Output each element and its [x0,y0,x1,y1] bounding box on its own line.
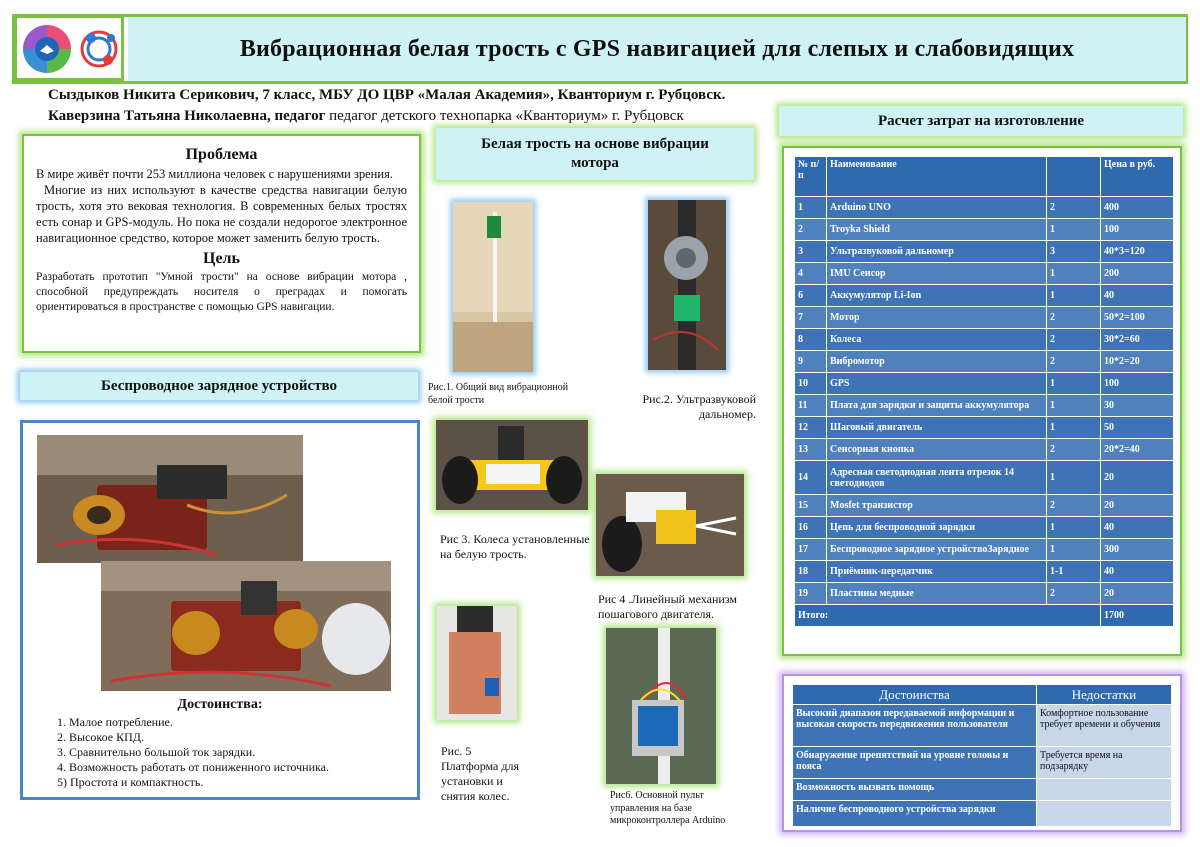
cell-qty: 2 [1047,307,1101,329]
cell-price: 20 [1101,495,1174,517]
cell-number: 17 [795,539,827,561]
proscons-section [782,674,1182,832]
cell-name: Адресная светодиодная лента отрезок 14 светодиодов [827,461,1047,495]
author-student: Сыздыков Никита Серикович, 7 класс, МБУ ДО ЦВР «Малая Академия», Кванториум г. Рубцовск. [48,87,726,103]
cell-name: Аккумулятор Li-Ion [827,285,1047,307]
cell-qty: 2 [1047,351,1101,373]
cell-name: GPS [827,373,1047,395]
fig4-caption: Рис 4 .Линейный механизм пошагового двигателя. [598,592,737,621]
table-row [793,801,1172,827]
cell-price: 100 [1101,373,1174,395]
fig3-wheels-photo [436,420,588,510]
cane-heading: Белая трость на основе вибрации мотора [481,136,709,171]
cell-price: 20 [1101,583,1174,605]
cell-number: 9 [795,351,827,373]
cell-price: 20 [1101,461,1174,495]
author-teacher: Каверзина Татьяна Николаевна, педагог [48,108,326,124]
cell-number: 13 [795,439,827,461]
table-row [795,241,1174,263]
col-pros: Достоинства [793,685,1037,705]
pro-cell: Возможность вызвать помощь [793,779,1037,801]
problem-text-2: Многие из них используют в качестве средства навигации белую трость, хотя это вековая технология. В современных белых тростях есть сонар и GPS-модуль. Но пока не создали недорогое электронное навигационное средство, которое может заменить белую трость. [36,183,407,245]
advantages-heading: Достоинства: [177,697,263,712]
cell-price: 40 [1101,561,1174,583]
advantage-item: 1. Малое потребление. [57,715,173,729]
table-row [795,439,1174,461]
advantage-item: 3. Сравнительно большой ток зарядки. [57,745,256,759]
con-cell [1037,779,1172,801]
cell-qty: 1 [1047,373,1101,395]
cell-name: Ультразвуковой дальномер [827,241,1047,263]
table-row [795,351,1174,373]
cell-number: 1 [795,197,827,219]
table-row [795,329,1174,351]
cost-heading: Расчет затрат на изготовление [877,112,1085,129]
cell-qty: 2 [1047,197,1101,219]
cell-price: 200 [1101,263,1174,285]
cell-number: 11 [795,395,827,417]
total-row [795,605,1174,627]
table-row [795,197,1174,219]
cell-name: Mosfet транзистор [827,495,1047,517]
cell-qty: 1-1 [1047,561,1101,583]
cell-qty: 1 [1047,263,1101,285]
col-price: Цена в руб. [1101,157,1174,197]
cell-number: 18 [795,561,827,583]
cell-number: 2 [795,219,827,241]
cell-price: 50 [1101,417,1174,439]
cell-price: 20*2=40 [1101,439,1174,461]
fig5-caption: Рис. 5 Платформа для установки и снятия колес. [441,744,519,803]
cell-qty: 1 [1047,517,1101,539]
fig6-caption: Рис6. Основной пульт управления на базе микроконтроллера Arduino [610,790,726,826]
cell-name: Приёмник-передатчик [827,561,1047,583]
table-row [795,285,1174,307]
cell-price: 10*2=20 [1101,351,1174,373]
cell-number: 8 [795,329,827,351]
col-cons: Недостатки [1037,685,1172,705]
academy-logo-icon [21,22,73,76]
con-cell: Требуется время на подзарядку [1037,747,1172,779]
table-row [795,373,1174,395]
cell-name: Мотор [827,307,1047,329]
proscons-table [792,684,1172,827]
cell-name: Сенсорная кнопка [827,439,1047,461]
table-row [793,705,1172,747]
cell-price: 300 [1101,539,1174,561]
cell-name: Вибромотор [827,351,1047,373]
col-number: № п/п [795,157,827,197]
cell-price: 30 [1101,395,1174,417]
fig6-arduino-photo [606,628,716,784]
col-qty [1047,157,1101,197]
fig2-rangefinder-photo [648,200,726,370]
con-cell: Комфортное пользование требует времени и обучения [1037,705,1172,747]
fig5-platform-photo [437,606,517,720]
cell-number: 19 [795,583,827,605]
total-value: 1700 [1101,605,1174,627]
pro-cell: Высокий диапазон передаваемой информации и высокая скорость передвижения пользователя [793,705,1037,747]
table-row [795,395,1174,417]
fig4-stepper-photo [596,474,744,576]
cell-number: 4 [795,263,827,285]
cell-number: 6 [795,285,827,307]
page-title: Вибрационная белая трость с GPS навигацией для слепых и слабовидящих [239,35,1075,62]
table-row [795,417,1174,439]
cell-name: Шаговый двигатель [827,417,1047,439]
charging-heading-bar [20,372,418,400]
charging-heading: Беспроводное зарядное устройство [100,377,338,394]
cell-qty: 2 [1047,495,1101,517]
cell-price: 400 [1101,197,1174,219]
logo-area [14,15,124,81]
cell-qty: 2 [1047,329,1101,351]
col-name: Наименование [827,157,1047,197]
cell-qty: 1 [1047,395,1101,417]
table-row [795,219,1174,241]
fig2-caption: Рис.2. Ультразвуковой дальномер. [642,392,756,421]
cell-qty: 2 [1047,583,1101,605]
author-line-teacher [48,108,684,125]
cell-price: 100 [1101,219,1174,241]
table-row [795,307,1174,329]
cell-number: 14 [795,461,827,495]
title-band [128,17,1186,81]
problem-heading: Проблема [185,146,258,163]
advantage-item: 5) Простота и компактность. [57,775,204,789]
table-row [795,263,1174,285]
cell-qty: 2 [1047,439,1101,461]
pro-cell: Наличие беспроводного устройства зарядки [793,801,1037,827]
table-row [795,539,1174,561]
cell-name: Arduino UNO [827,197,1047,219]
advantage-item: 4. Возможность работать от пониженного источника. [57,760,329,774]
charging-board-photo-2 [101,561,391,691]
table-row [793,779,1172,801]
table-row [793,747,1172,779]
fig1-caption: Рис.1. Общий вид вибрационной белой трости [428,382,569,406]
total-label: Итого: [795,605,1101,627]
cell-qty: 1 [1047,417,1101,439]
cell-number: 12 [795,417,827,439]
table-row [795,561,1174,583]
cell-name: Troyka Shield [827,219,1047,241]
goal-text: Разработать прототип "Умной трости" на основе вибрации мотора , способной предупреждать носителя о преградах и помогать ориентироваться в пространстве с помощью GPS навигации. [36,271,407,313]
cell-name: Беспроводное зарядное устройствоЗарядное [827,539,1047,561]
cell-qty: 1 [1047,539,1101,561]
table-row [795,495,1174,517]
cell-number: 3 [795,241,827,263]
charging-board-photo-1 [37,435,303,563]
cell-qty: 1 [1047,219,1101,241]
cost-table-header [795,157,1174,197]
fig1-cane-photo [453,202,533,372]
advantage-item: 2. Высокое КПД. [57,730,144,744]
cost-section [782,146,1182,656]
charging-section [20,420,420,800]
cell-price: 40*3=120 [1101,241,1174,263]
table-row [795,583,1174,605]
author-teacher-role: педагог детского технопарка «Кванториум» г. Рубцовск [325,108,684,124]
cane-heading-bar [436,128,754,180]
table-row [795,461,1174,495]
problem-text-1: В мире живёт почти 253 миллиона человек с нарушениями зрения. [36,167,393,181]
cell-number: 15 [795,495,827,517]
cell-name: Пластины медные [827,583,1047,605]
con-cell [1037,801,1172,827]
table-row [795,517,1174,539]
fig3-caption: Рис 3. Колеса установленные на белую трость. [440,532,590,561]
cost-heading-bar [779,106,1183,136]
cell-name: IMU Сенсор [827,263,1047,285]
cell-price: 50*2=100 [1101,307,1174,329]
cell-number: 10 [795,373,827,395]
cell-price: 40 [1101,285,1174,307]
author-line-student [48,87,725,104]
cell-number: 16 [795,517,827,539]
pro-cell: Обнаружение препятствий на уровне головы и пояса [793,747,1037,779]
cell-name: Колеса [827,329,1047,351]
cell-price: 40 [1101,517,1174,539]
cell-price: 30*2=60 [1101,329,1174,351]
cell-qty: 1 [1047,285,1101,307]
cell-name: Цепь для беспроводной зарядки [827,517,1047,539]
cell-qty: 1 [1047,461,1101,495]
cost-table [794,156,1174,627]
goal-heading: Цель [203,250,240,267]
cell-qty: 3 [1047,241,1101,263]
cell-number: 7 [795,307,827,329]
cell-name: Плата для зарядки и защиты аккумулятора [827,395,1047,417]
problem-section [22,134,421,353]
advantages-list [57,715,329,790]
kvantorium-logo-icon [77,24,121,74]
